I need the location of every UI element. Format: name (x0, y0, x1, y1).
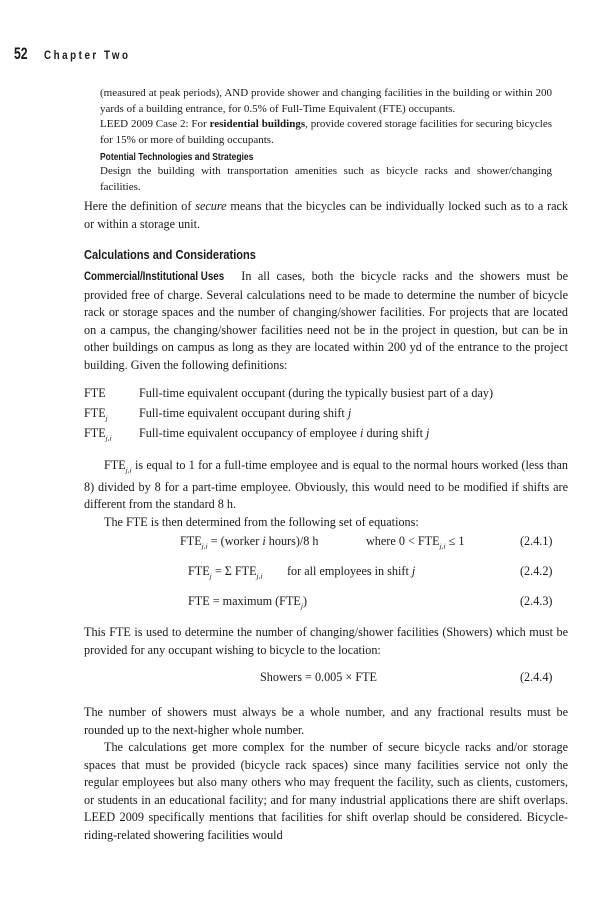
equation-2-4-2: $FTE_j = \Sigma$ $FTE_{j,i}$ (188, 564, 263, 581)
complex-paragraph: The calculations get more complex for the number of secure bicycle racks and/or storage spaces that must be provided (bicycle rack spaces) since many facilities service not only the regular employees but also many others who may frequent the facility, such as clients, customers, or students in an educational facility; and for many industrial applications there are shift overlaps. LEED 2009 specifically mentions that facilities for shift overlap should be considered. Bicycle-riding-related showering facilities would (84, 740, 568, 842)
equation-number: (2.4.2) (520, 564, 553, 578)
equation-2-4-2-condition: for all employees in shift j (287, 564, 416, 578)
chapter-title: Chapter Two (44, 50, 131, 62)
equation-number: (2.4.3) (520, 594, 553, 608)
definition-row: $FTE_j$ Full-time equivalent occupant during shift j (84, 406, 352, 423)
quote-case-2: LEED 2009 Case 2: For residential buildings, provide covered storage facilities for securing bicycles for 15% or more of building occupants. (100, 118, 553, 146)
equation-2-4-4: Showers = 0.005 × FTE (260, 670, 378, 684)
secure-paragraph: Here the definition of secure means that the bicycles can be individually locked such as to a rack or within a storage unit. (84, 199, 568, 231)
section-heading-wrap (84, 246, 568, 264)
definition-row: FTE Full-time equivalent occupant (during the typically busiest part of a day) (84, 386, 494, 400)
equation-number: (2.4.4) (520, 670, 553, 684)
equation-number: (2.4.1) (520, 534, 553, 548)
definitions-list (84, 386, 568, 446)
closing-paragraphs (84, 704, 568, 844)
showers-paragraph: This FTE is used to determine the number of changing/shower facilities (Showers) which must be provided for any occupant wishing to bicycle to the location: (84, 625, 568, 657)
strategies-text: Design the building with transportation amenities such as bicycle racks and shower/changing facilities. (100, 165, 552, 193)
runin-heading: Commercial/Institutional Uses (84, 271, 225, 283)
page-number: 52 (14, 44, 28, 63)
equation-2-4-1-condition: where $0 < FTE_{j,i} \le 1$ (366, 534, 465, 551)
running-header (14, 44, 146, 64)
equation-2-4-3: FTE = maximum $(FTE_j)$ (188, 594, 307, 611)
equation-2-4-1: $FTE_{j,i}$ = (worker i hours)/8 h (180, 534, 319, 551)
leed-quote-block (100, 86, 552, 196)
commercial-paragraph: Commercial/Institutional Uses In all cases, both the bicycle racks and the showers must be provided free of charge. Several calculations need to be made to determine the number of bicycle rack or storage spaces and the number of changing/shower facilities. For projects that are located on a campus, the changing/shower facilities need not be in the project in question, but can be in other buildings on campus as long as they are located within 200 yd of the entrance to the project building. Given the following definitions: (84, 269, 569, 372)
definition-row: $FTE_{j,i}$ Full-time equivalent occupancy of employee i during shift j (84, 426, 430, 443)
quote-para-1: (measured at peak periods), AND provide shower and changing facilities in the building or within 200 yards of a building entrance, for 0.5% of Full-Time Equivalent (FTE) occupants. (100, 87, 552, 115)
strategies-subheading: Potential Technologies and Strategies (100, 152, 254, 164)
then-paragraph: The FTE is then determined from the following set of equations: (104, 514, 419, 529)
whole-number-paragraph: The number of showers must always be a whole number, and any fractional results must be rounded up to the next-higher whole number. (84, 705, 568, 737)
fte-paragraph: $FTE_{j,i}$ is equal to 1 for a full-time employee and is equal to the normal hours worked (less than 8) divided by 8 for a part-time employee. Obviously, this would need to be modified if shifts are different from the standard 8 h. The FTE is then determined from the following set of equations: (84, 457, 568, 531)
section-heading: Calculations and Considerations (84, 247, 256, 262)
